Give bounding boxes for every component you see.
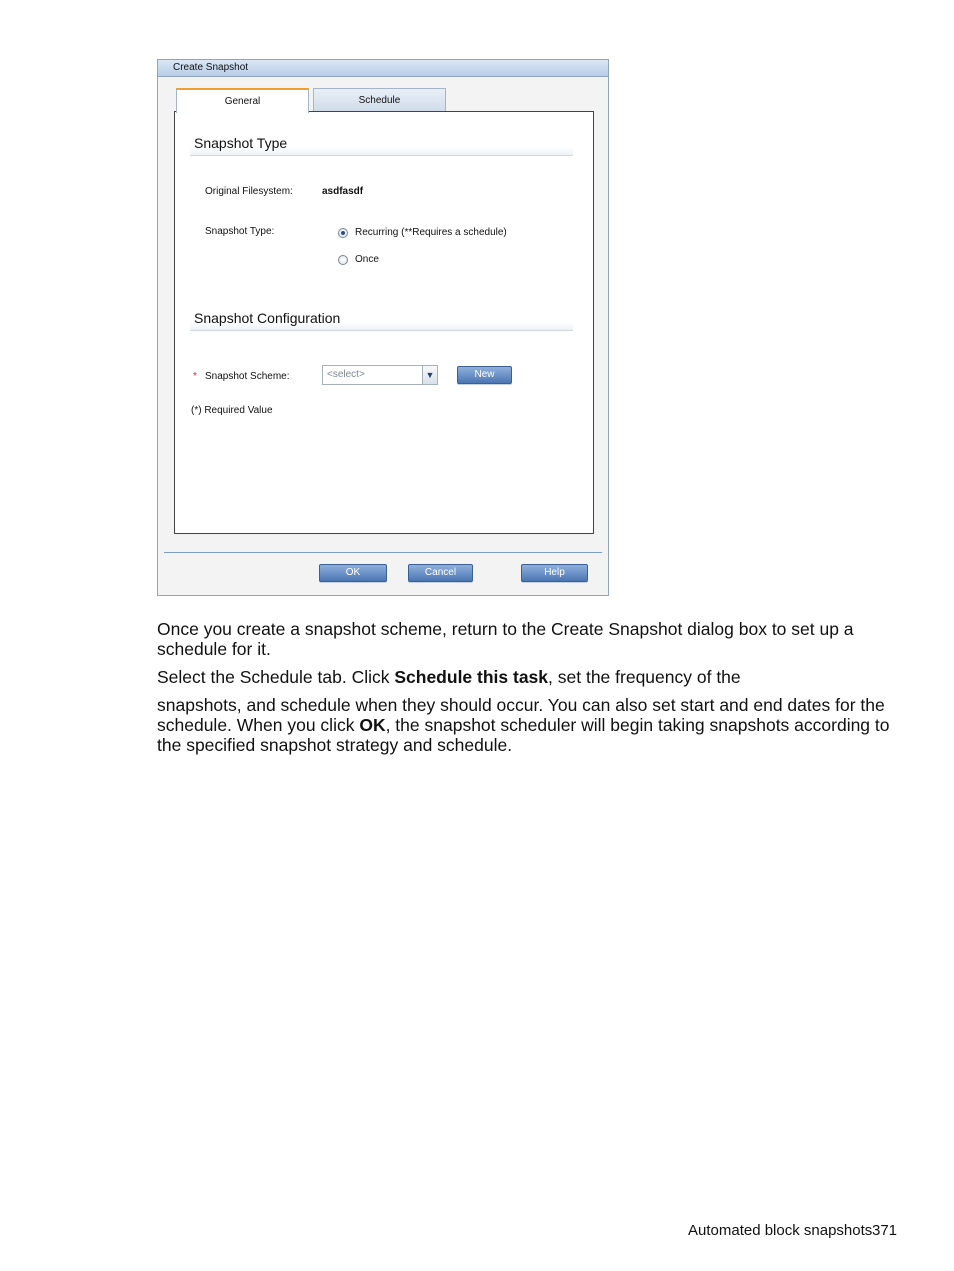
footer-section-title: Automated block snapshots <box>688 1222 873 1239</box>
recurring-option-label[interactable]: Recurring (**Requires a schedule) <box>355 227 507 238</box>
ok-button[interactable]: OK <box>319 564 387 582</box>
recurring-radio[interactable] <box>338 228 348 238</box>
cancel-button[interactable]: Cancel <box>408 564 473 582</box>
paragraph-1: Once you create a snapshot scheme, return to the Create Snapshot dialog box to set up a schedule for it. <box>157 619 854 659</box>
paragraph-2-prefix: Select the Schedule tab. Click <box>157 667 395 687</box>
paragraph-3 <box>157 695 902 755</box>
create-snapshot-dialog <box>157 59 609 596</box>
snapshot-type-label: Snapshot Type: <box>205 226 275 237</box>
ok-emphasis: OK <box>359 715 386 735</box>
original-filesystem-value: asdfasdf <box>322 186 364 197</box>
footer-separator <box>164 552 602 553</box>
paragraph-2 <box>157 667 902 687</box>
once-option-label[interactable]: Once <box>355 254 379 265</box>
dialog-title: Create Snapshot <box>158 60 608 77</box>
tab-general[interactable]: General <box>176 88 309 113</box>
footer-page-number: 371 <box>872 1222 898 1239</box>
original-filesystem-label: Original Filesystem: <box>205 186 293 197</box>
general-tab-panel <box>174 111 594 534</box>
snapshot-scheme-select-value: <select> <box>327 369 365 380</box>
required-marker: * <box>193 371 197 382</box>
paragraph-2-suffix: , set the frequency of the <box>548 667 741 687</box>
required-value-note: (*) Required Value <box>191 405 273 416</box>
snapshot-scheme-select[interactable] <box>322 365 438 385</box>
help-button[interactable]: Help <box>521 564 588 582</box>
snapshot-scheme-label: Snapshot Scheme: <box>205 371 290 382</box>
chevron-down-icon[interactable]: ▼ <box>422 365 438 385</box>
tab-schedule[interactable]: Schedule <box>313 88 446 112</box>
paragraph-3-prefix: snapshots, and schedule when they should occur. You can also set start and end dates for the schedule. When you click <box>157 695 885 735</box>
snapshot-type-header: Snapshot Type <box>190 134 573 156</box>
new-scheme-button[interactable]: New <box>457 366 512 384</box>
snapshot-configuration-header: Snapshot Configuration <box>190 309 573 331</box>
schedule-this-task-emphasis: Schedule this task <box>394 667 549 687</box>
paragraph-3-suffix: , the snapshot scheduler will begin taking snapshots according to the specified snapshot strategy and schedule. <box>157 715 890 755</box>
once-radio[interactable] <box>338 255 348 265</box>
